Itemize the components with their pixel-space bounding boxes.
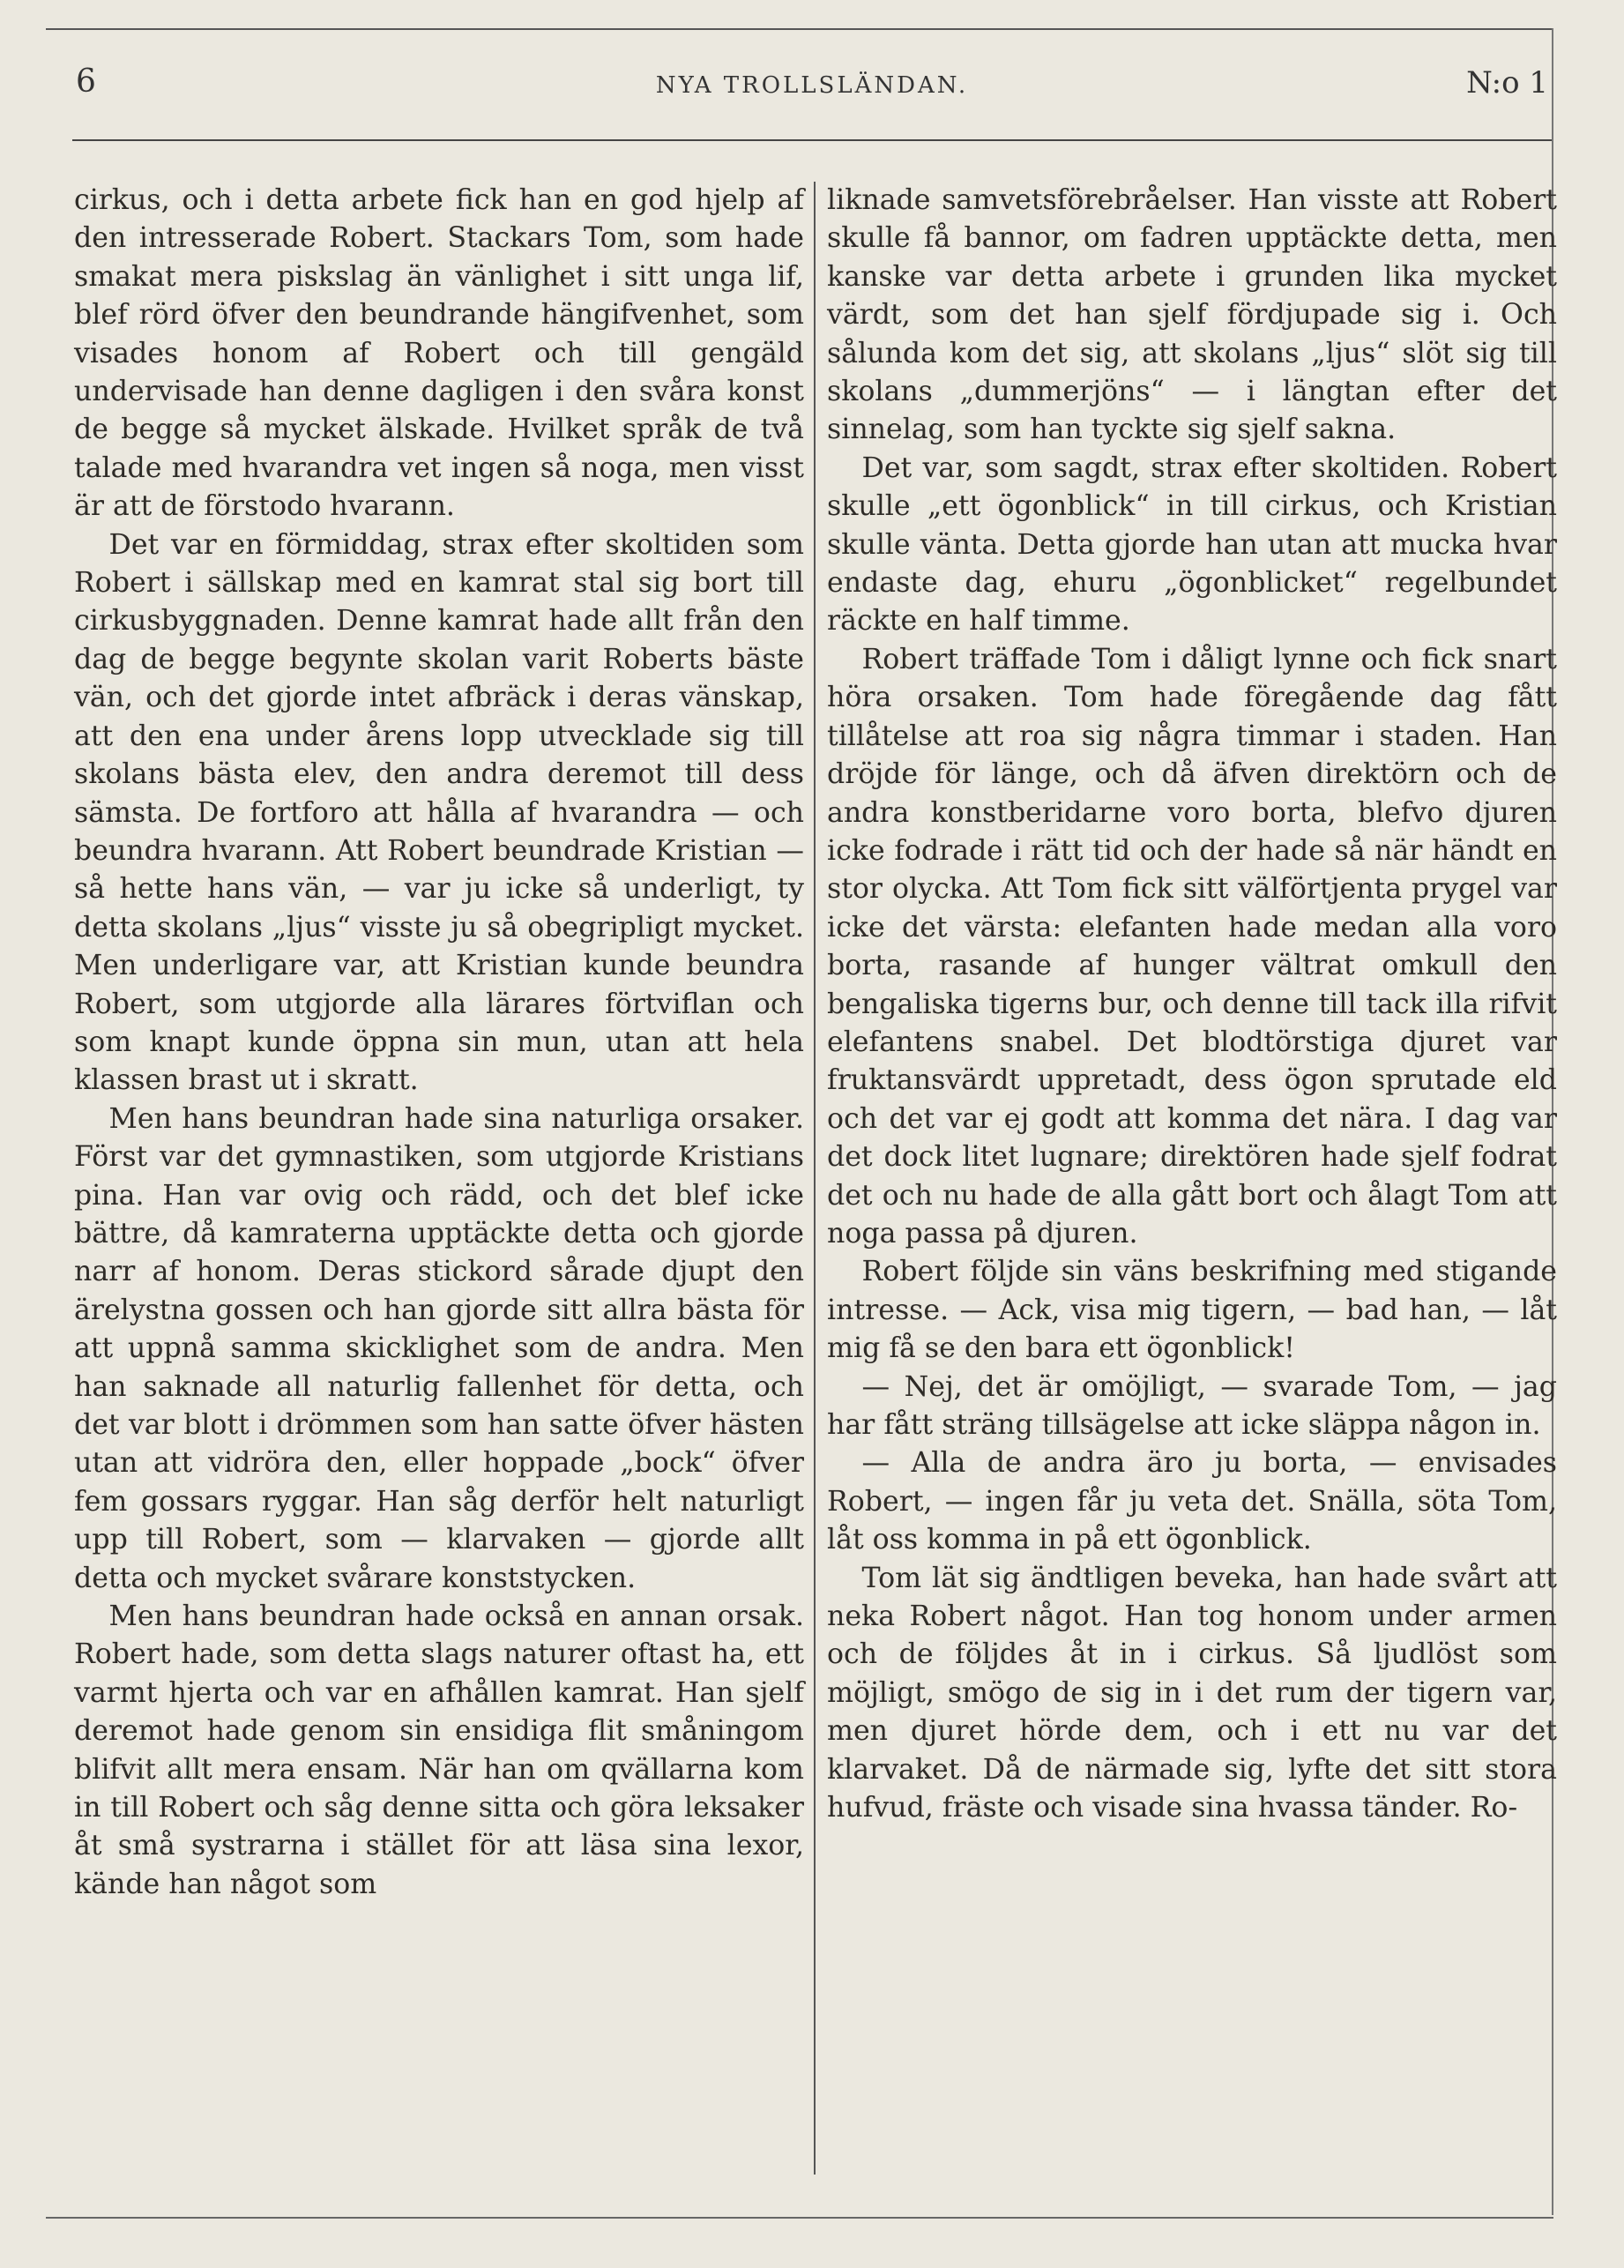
paragraph: Robert träffade Tom i dåligt lynne och fick snart höra orsaken. Tom hade föregående dag fått tillåtelse att roa sig några timmar i staden. Han dröjde för länge, och då äfven direktörn och de andra konstberidarne voro borta, blefvo djuren icke fodrade i rätt tid och der hade så när händt en stor olycka. Att Tom fick sitt välförtjenta prygel var icke det värsta: elefanten hade medan alla voro borta, rasande af hunger vältrat omkull den bengaliska tigerns bur, och denne till tack illa rifvit elefantens snabel. Det blodtörstiga djuret var fruktansvärdt uppretadt, dess ögon sprutade eld och det var ej godt att komma det nära. I dag var det dock litet lugnare; direktören hade sjelf fodrat det och nu hade de alla gått bort och ålagt Tom att noga passa på djuren. <box>827 643 1557 1250</box>
paragraph: — Nej, det är omöjligt, — svarade Tom, — jag har fått sträng tillsägelse att icke släppa någon in. <box>827 1370 1557 1441</box>
paragraph: Robert följde sin väns beskrifning med stigande intresse. — Ack, visa mig tigern, — bad han, — låt mig få se den bara ett ögonblick! <box>827 1256 1557 1365</box>
bottom-rule <box>46 2217 1553 2219</box>
left-column <box>74 182 804 1904</box>
header-rule <box>72 139 1552 141</box>
paragraph: — Alla de andra äro ju borta, — envisades Robert, — ingen får ju veta det. Snälla, söta Tom, låt oss komma in på ett ögonblick. <box>827 1447 1557 1556</box>
right-column <box>827 182 1557 1827</box>
column-divider <box>814 182 816 2175</box>
paragraph: cirkus, och i detta arbete fick han en god hjelp af den intresserade Robert. Stackars Tom, som hade smakat mera piskslag än vänlighet i sitt unga lif, blef rörd öfver den beundrande hängifvenhet, som visades honom af Robert och till gengäld undervisade han denne dagligen i den svåra konst de begge så mycket älskade. Hvilket språk de två talade med hvarandra vet ingen så noga, men visst är att de förstodo hvarann. <box>74 184 804 523</box>
paragraph: Det var en förmiddag, strax efter skoltiden som Robert i sällskap med en kamrat stal sig bort till cirkusbyggnaden. Denne kamrat hade allt från den dag de begge begynte skolan varit Roberts bäste vän, och det gjorde intet afbräck i deras vänskap, att den ena under årens lopp utvecklade sig till skolans bästa elev, den andra deremot till dess sämsta. De fortforo att hålla af hvarandra — och beundra hvarann. Att Robert beundrade Kristian — så hette hans vän, — var ju icke så underligt, ty detta skolans „ljus“ visste ju så obegripligt mycket. Men underligare var, att Kristian kunde beundra Robert, som utgjorde alla lärares förtviflan och som knapt kunde öppna sin mun, utan att hela klassen brast ut i skratt. <box>74 528 804 1097</box>
page-header <box>76 63 1548 116</box>
top-border-rule <box>46 28 1553 30</box>
paragraph: Men hans beundran hade sina naturliga orsaker. Först var det gymnastiken, som utgjorde Kristians pina. Han var ovig och rädd, och det blef icke bättre, då kamraterna upptäckte detta och gjorde narr af honom. Deras stickord sårade djupt den ärelystna gossen och han gjorde sitt allra bästa för att uppnå samma skicklighet som de andra. Men han saknade all naturlig fallenhet för detta, och det var blott i drömmen som han satte öfver hästen utan att vidröra den, eller hoppade „bock“ öfver fem gossars ryggar. Han såg derför helt naturligt upp till Robert, som — klarvaken — gjorde allt detta och mycket svårare konststycken. <box>74 1102 804 1594</box>
issue-number: N:o 1 <box>1466 65 1548 101</box>
paragraph: Tom lät sig ändtligen beveka, han hade svårt att neka Robert något. Han tog honom under armen och de följdes åt in i cirkus. Så ljudlöst som möjligt, smögo de sig in i det rum der tigern var, men djuret hörde dem, och i ett nu var det klarvaket. Då de närmade sig, lyfte det sitt stora hufvud, fräste och visade sina hvassa tänder. Ro- <box>827 1562 1557 1824</box>
paragraph: Det var, som sagdt, strax efter skoltiden. Robert skulle „ett ögonblick“ in till cirkus, och Kristian skulle vänta. Detta gjorde han utan att mucka hvar endaste dag, ehuru „ögonblicket“ regelbundet räckte en half timme. <box>827 451 1557 638</box>
page-number: 6 <box>76 63 96 100</box>
paragraph: liknade samvetsförebråelser. Han visste att Robert skulle få bannor, om fadren upptäckte detta, men kanske var detta arbete i grunden lika mycket värdt, som det han sjelf fördjupade sig i. Och sålunda kom det sig, att skolans „ljus“ slöt sig till skolans „dummerjöns“ — i längtan efter det sinnelag, som han tyckte sig sjelf sakna. <box>827 184 1557 446</box>
running-title: NYA TROLLSLÄNDAN. <box>655 72 969 99</box>
paragraph: Men hans beundran hade också en annan orsak. Robert hade, som detta slags naturer oftast ha, ett varmt hjerta och var en afhållen kamrat. Han sjelf deremot hade genom sin ensidiga flit småningom blifvit allt mera ensam. När han om qvällarna kom in till Robert och såg denne sitta och göra leksaker åt små systrarna i stället för att läsa sina lexor, kände han något som <box>74 1600 804 1900</box>
